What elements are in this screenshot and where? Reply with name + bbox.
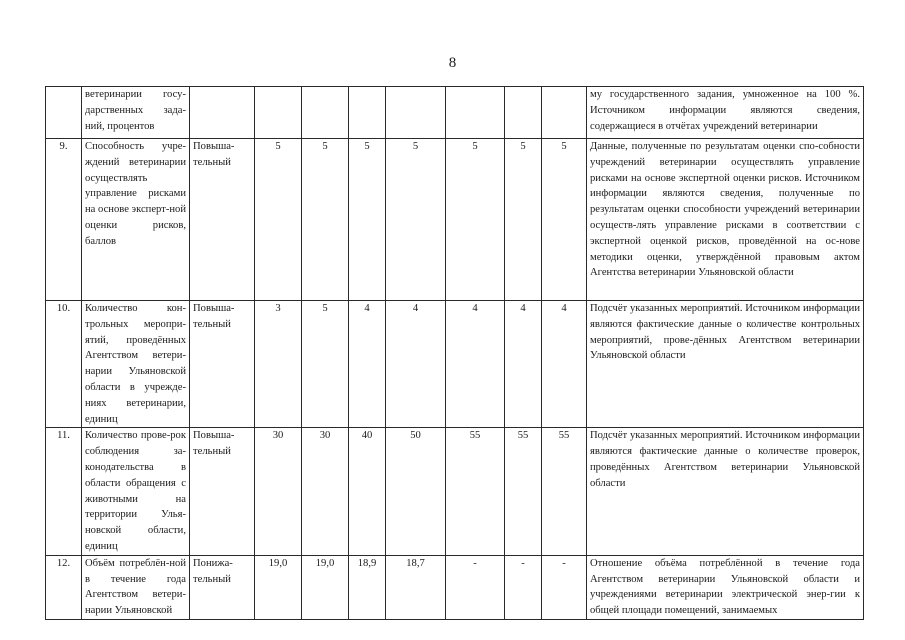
- indicator-value: 5: [302, 139, 349, 301]
- indicator-value: [446, 87, 505, 139]
- table-row: [46, 428, 864, 555]
- indicator-name: Объём потреблён-ной в течение года Агентством ветери-нарии Ульяновской: [82, 555, 190, 619]
- indicator-value: 55: [446, 428, 505, 555]
- indicator-value: 19,0: [302, 555, 349, 619]
- row-number: 9.: [46, 139, 82, 301]
- indicator-type: Повыша-тельный: [190, 428, 255, 555]
- indicator-value: 5: [446, 139, 505, 301]
- indicator-value: 4: [542, 301, 587, 428]
- indicator-value: [349, 87, 386, 139]
- indicator-value: [542, 87, 587, 139]
- indicator-value: 4: [349, 301, 386, 428]
- indicator-value: 19,0: [255, 555, 302, 619]
- table-row: [46, 139, 864, 301]
- indicator-value: 18,7: [386, 555, 446, 619]
- indicator-value: 55: [542, 428, 587, 555]
- indicator-value: [505, 87, 542, 139]
- indicator-value: 5: [386, 139, 446, 301]
- indicator-value: [255, 87, 302, 139]
- indicator-name: Количество кон-трольных меропри-ятий, проведённых Агентством ветери-нарии Ульяновской области в учрежде-ниях ветеринарии, единиц: [82, 301, 190, 428]
- indicator-value: 5: [505, 139, 542, 301]
- indicator-description: Данные, полученные по результатам оценки спо-собности учреждений ветеринарии осуществлять управление рисками на основе экспертной оценки рисков. Источником информации являются сведения, полученные по результатам оценки способности учреждений ветеринарии осуществ-лять управление рисками в соответствии с экспертной оценкой рисков, проведённой на ос-нове методики оценки, утверждённой правовым актом Агентства ветеринарии Ульяновской области: [587, 139, 864, 301]
- indicator-name: Количество прове-рок соблюдения за-конодательства в области обращения с животными на территории Улья-новской области, единиц: [82, 428, 190, 555]
- indicator-value: 5: [302, 301, 349, 428]
- indicator-type: [190, 87, 255, 139]
- indicator-type: Повыша-тельный: [190, 301, 255, 428]
- indicator-type: Повыша-тельный: [190, 139, 255, 301]
- page-number: 8: [448, 55, 457, 71]
- row-number: 12.: [46, 555, 82, 619]
- row-number: [46, 87, 82, 139]
- indicator-value: -: [446, 555, 505, 619]
- table-row: [46, 555, 864, 619]
- indicator-name: ветеринарии госу-дарственных зада-ний, процентов: [82, 87, 190, 139]
- row-number: 11.: [46, 428, 82, 555]
- indicator-value: 18,9: [349, 555, 386, 619]
- indicator-description: Подсчёт указанных мероприятий. Источником информации являются фактические данные о количестве контрольных мероприятий, прове-дённых Агентством ветеринарии Ульяновской области: [587, 301, 864, 428]
- table-row: [46, 301, 864, 428]
- indicator-value: -: [542, 555, 587, 619]
- indicator-value: 50: [386, 428, 446, 555]
- indicator-value: 4: [505, 301, 542, 428]
- indicator-value: 4: [386, 301, 446, 428]
- indicator-value: 5: [255, 139, 302, 301]
- indicator-value: 4: [446, 301, 505, 428]
- indicator-value: 30: [255, 428, 302, 555]
- indicator-value: -: [505, 555, 542, 619]
- indicator-value: 30: [302, 428, 349, 555]
- indicator-value: 5: [542, 139, 587, 301]
- indicator-description: му государственного задания, умноженное на 100 %. Источником информации являются сведения, содержащиеся в отчётах учреждений ветеринарии: [587, 87, 864, 139]
- table-row: [46, 87, 864, 139]
- indicator-name: Способность учре-ждений ветеринарии осуществлять управление рисками на основе эксперт-ной оценки рисков, баллов: [82, 139, 190, 301]
- indicators-table: [45, 86, 864, 620]
- indicator-value: [386, 87, 446, 139]
- indicator-value: [302, 87, 349, 139]
- indicator-description: Отношение объёма потреблённой в течение года Агентством ветеринарии Ульяновской области и учреждениями ветеринарии электрической энер-гии к общей площади помещений, занимаемых: [587, 555, 864, 619]
- indicator-value: 55: [505, 428, 542, 555]
- indicator-description: Подсчёт указанных мероприятий. Источником информации являются фактические данные о количестве проверок, проведённых Агентством ветеринарии Ульяновской области: [587, 428, 864, 555]
- indicator-value: 40: [349, 428, 386, 555]
- indicator-value: 5: [349, 139, 386, 301]
- indicator-type: Понижа-тельный: [190, 555, 255, 619]
- indicator-value: 3: [255, 301, 302, 428]
- row-number: 10.: [46, 301, 82, 428]
